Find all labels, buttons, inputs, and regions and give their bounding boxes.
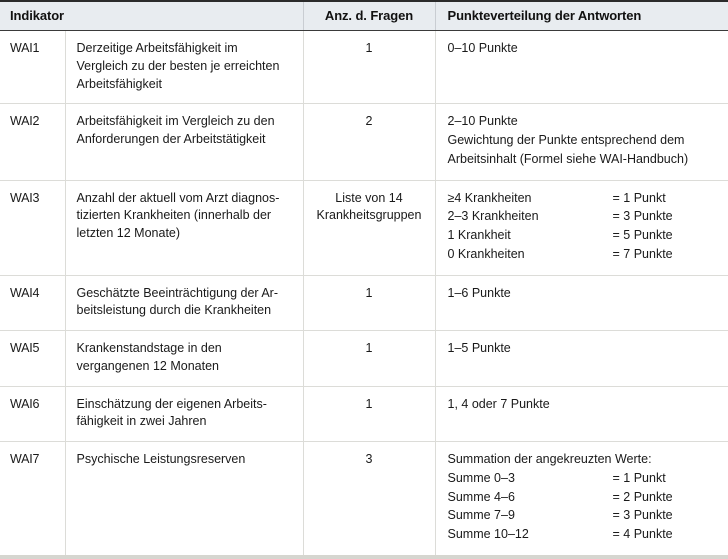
points-scale-row	[448, 208, 721, 227]
points-scale-value: = 3 Punkte	[612, 508, 673, 523]
table-row	[0, 442, 728, 555]
table-row	[0, 331, 728, 387]
points-scale-value: = 1 Punkt	[612, 470, 666, 485]
points-scale-value: = 1 Punkt	[612, 190, 666, 205]
column-header-anzahl-fragen: Anz. d. Fragen	[303, 2, 435, 31]
points-scale-row	[448, 227, 721, 246]
question-count-line: Liste von 14	[335, 190, 403, 205]
points-text-line: 1–6 Punkte	[447, 285, 511, 300]
points-text-line: 0–10 Punkte	[447, 41, 518, 55]
indicator-id-label: WAI7	[10, 452, 40, 466]
points-text-line: Summation der angekreuzten Werte:	[447, 452, 652, 466]
description-line: Anzahl der aktuell vom Arzt diagnos-	[76, 190, 280, 205]
cell-indicator-description	[65, 104, 303, 180]
cell-question-count	[303, 31, 435, 104]
points-scale-condition: Summe 7–9	[447, 508, 515, 523]
description-line: Psychische Leistungsreserven	[76, 452, 246, 466]
table-body	[0, 31, 728, 555]
points-scale-value: = 3 Punkte	[612, 209, 673, 224]
description-line: Arbeitsfähigkeit	[76, 76, 162, 91]
cell-question-count	[303, 104, 435, 180]
points-scale-value: = 2 Punkte	[612, 489, 673, 504]
indicator-id-label: WAI6	[10, 396, 40, 411]
points-text-line: 1–5 Punkte	[447, 341, 511, 355]
question-count-line: 1	[365, 396, 373, 411]
cell-points-distribution	[435, 442, 728, 555]
points-scale-row	[448, 190, 721, 209]
wai-indicator-table	[0, 2, 728, 555]
description-line: fähigkeit in zwei Jahren	[76, 414, 207, 429]
points-text-line: Arbeitsinhalt (Formel siehe WAI-Handbuch)	[447, 151, 689, 166]
table-row	[0, 275, 728, 331]
cell-question-count	[303, 331, 435, 387]
cell-indicator-id	[0, 275, 65, 331]
indicator-id-label: WAI4	[10, 285, 40, 300]
points-scale-row	[448, 507, 721, 526]
cell-indicator-description	[65, 31, 303, 104]
indicator-id-label: WAI2	[10, 114, 40, 129]
points-scale-condition: 2–3 Krankheiten	[447, 209, 539, 224]
cell-indicator-id	[0, 180, 65, 275]
indicator-id-label: WAI3	[10, 190, 40, 205]
description-line: Geschätzte Beeinträchtigung der Ar-	[76, 285, 279, 300]
points-scale-row	[448, 489, 721, 508]
points-scale-condition: Summe 10–12	[447, 527, 529, 541]
question-count-line: 3	[365, 452, 373, 466]
indicator-id-label: WAI5	[10, 341, 40, 355]
points-text-line: Gewichtung der Punkte entsprechend dem	[447, 133, 685, 147]
cell-indicator-description	[65, 180, 303, 275]
points-scale-condition: ≥4 Krankheiten	[447, 190, 532, 205]
question-count-line: 1	[365, 341, 373, 355]
points-scale-row	[448, 246, 721, 265]
cell-indicator-id	[0, 331, 65, 387]
column-header-punkteverteilung: Punkteverteilung der Antworten	[435, 2, 728, 31]
points-scale-list	[448, 470, 721, 545]
question-count-line: Krankheitsgruppen	[316, 208, 422, 223]
table-row	[0, 31, 728, 104]
cell-question-count	[303, 386, 435, 442]
question-count-line: 1	[365, 41, 373, 55]
description-line: Krankenstandstage in den	[76, 341, 222, 355]
table-header	[0, 2, 728, 31]
cell-points-distribution	[435, 31, 728, 104]
question-count-line: 1	[365, 285, 373, 300]
column-header-indikator: Indikator	[0, 2, 303, 31]
cell-question-count	[303, 180, 435, 275]
cell-indicator-id	[0, 104, 65, 180]
table-row	[0, 180, 728, 275]
description-line: Arbeitsfähigkeit im Vergleich zu den	[76, 114, 275, 129]
points-text-line: 2–10 Punkte	[447, 114, 518, 129]
points-scale-value: = 7 Punkte	[612, 246, 673, 261]
points-scale-row	[448, 470, 721, 489]
table-row	[0, 386, 728, 442]
table-row	[0, 104, 728, 180]
description-line: letzten 12 Monate)	[76, 226, 181, 240]
description-line: Anforderungen der Arbeitstätigkeit	[76, 132, 266, 146]
points-scale-value: = 5 Punkte	[612, 228, 673, 242]
description-line: beitsleistung durch die Krankheiten	[76, 303, 272, 318]
indicator-id-label: WAI1	[10, 41, 40, 55]
points-scale-row	[448, 526, 721, 545]
description-line: Einschätzung der eigenen Arbeits-	[76, 396, 267, 411]
points-scale-list	[448, 190, 721, 265]
description-line: Vergleich zu der besten je erreichten	[76, 58, 280, 73]
cell-question-count	[303, 442, 435, 555]
cell-points-distribution	[435, 331, 728, 387]
table-header-row	[0, 2, 728, 31]
points-scale-value: = 4 Punkte	[612, 527, 673, 541]
cell-points-distribution	[435, 275, 728, 331]
cell-points-distribution	[435, 386, 728, 442]
cell-indicator-description	[65, 442, 303, 555]
description-line: Derzeitige Arbeitsfähigkeit im	[76, 41, 238, 55]
points-scale-condition: Summe 4–6	[447, 489, 515, 504]
points-text-line: 1, 4 oder 7 Punkte	[447, 396, 550, 411]
cell-indicator-description	[65, 275, 303, 331]
cell-indicator-id	[0, 386, 65, 442]
cell-indicator-id	[0, 442, 65, 555]
cell-indicator-id	[0, 31, 65, 104]
points-scale-condition: 0 Krankheiten	[447, 246, 525, 261]
description-line: tizierten Krankheiten (innerhalb der	[76, 208, 272, 223]
cell-points-distribution	[435, 180, 728, 275]
points-scale-condition: 1 Krankheit	[447, 228, 511, 242]
points-scale-condition: Summe 0–3	[447, 470, 515, 485]
cell-points-distribution	[435, 104, 728, 180]
question-count-line: 2	[365, 114, 373, 129]
cell-question-count	[303, 275, 435, 331]
cell-indicator-description	[65, 386, 303, 442]
cell-indicator-description	[65, 331, 303, 387]
description-line: vergangenen 12 Monaten	[76, 358, 219, 373]
